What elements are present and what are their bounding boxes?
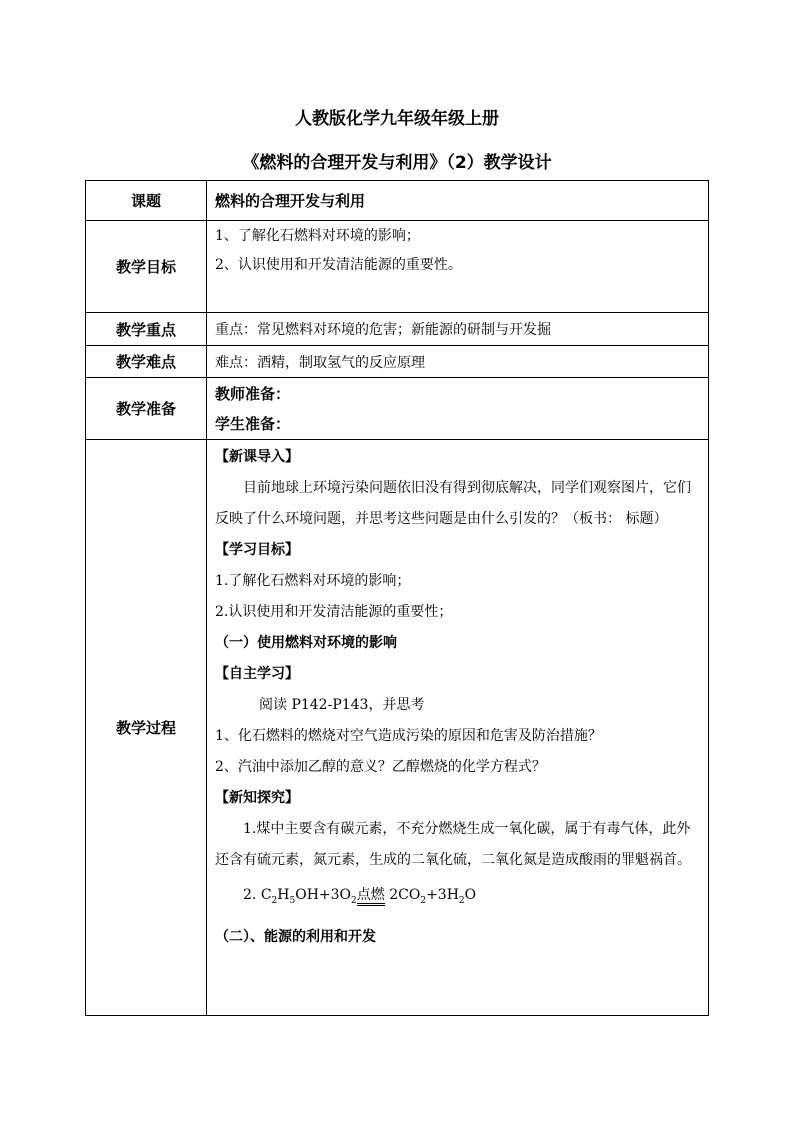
- difficulty-value: 难点：酒精，制取氢气的反应原理: [207, 346, 709, 378]
- difficulty-label: 教学难点: [86, 346, 207, 378]
- section-heading-1: （一）使用燃料对环境的影响: [215, 635, 397, 651]
- section-heading-2: （二）、能源的利用和开发: [215, 928, 376, 945]
- document-title: 人教版化学九年级年级上册: [295, 109, 499, 129]
- explore-paragraph: 1.煤中主要含有碳元素，不充分燃烧生成一氧化碳，属于有毒气体，此外还含有硫元素，氮元素，生成的二氧化硫，二氧化氮是造成酸雨的罪魁祸首。: [215, 821, 691, 868]
- chemical-equation: [215, 876, 702, 920]
- prep-student: 学生准备：: [215, 414, 291, 433]
- question-2: 2、汽油中添加乙醇的意义？乙醇燃烧的化学方程式？: [215, 759, 546, 775]
- topic-cell: [207, 181, 709, 221]
- goals-label: 教学目标: [86, 221, 207, 313]
- keypoints-value: 重点：常见燃料对环境的危害；新能源的研制与开发掘: [207, 313, 709, 346]
- topic-label: 课题: [86, 181, 207, 221]
- table-row-process: [86, 440, 709, 1016]
- table-row-topic: [86, 181, 709, 221]
- table-row-difficulty: [86, 346, 709, 378]
- heading-intro: 【新课导入】: [215, 449, 299, 465]
- process-goal-1: 1.了解化石燃料对环境的影响；: [215, 573, 411, 589]
- process-goal-2: 2.认识使用和开发清洁能源的重要性；: [215, 604, 453, 620]
- heading-self-study: 【自主学习】: [215, 666, 299, 682]
- prep-cell: [207, 378, 709, 440]
- process-label: 教学过程: [86, 440, 207, 1016]
- lesson-plan-table: [85, 180, 709, 1016]
- table-row-goals: [86, 221, 709, 313]
- prep-label: 教学准备: [86, 378, 207, 440]
- reaction-condition: 点燃: [357, 887, 385, 906]
- equation-products: $2CO_2+3H_2O$: [389, 887, 477, 906]
- table-row-keypoints: [86, 313, 709, 346]
- document-subtitle: 《燃料的合理开发与利用》（2）教学设计: [242, 153, 552, 173]
- heading-explore: 【新知探究】: [215, 790, 299, 806]
- topic-value: 燃料的合理开发与利用: [215, 192, 366, 210]
- reading-instruction: 阅读 P142-P143，并思考: [259, 697, 425, 713]
- keypoints-label: 教学重点: [86, 313, 207, 346]
- equation-number: 2.: [243, 887, 257, 903]
- intro-paragraph: 目前地球上环境污染问题依旧没有得到彻底解决，同学们观察图片，它们反映了什么环境问题，并思考这些问题是由什么引发的？（板书： 标题）: [215, 480, 691, 527]
- prep-teacher: 教师准备：: [215, 384, 291, 403]
- goal-item: 2、认识使用和开发清洁能源的重要性。: [215, 257, 462, 273]
- question-1: 1、化石燃料的燃烧对空气造成污染的原因和危害及防治措施？: [215, 728, 602, 744]
- process-cell: [207, 440, 709, 1016]
- heading-goals: 【学习目标】: [215, 542, 299, 558]
- goal-item: 1、了解化石燃料对环境的影响；: [215, 228, 420, 244]
- goals-cell: [207, 221, 709, 313]
- equation-reactants: $C_2H_5OH+3O_2$: [260, 887, 357, 906]
- table-row-preparation: [86, 378, 709, 440]
